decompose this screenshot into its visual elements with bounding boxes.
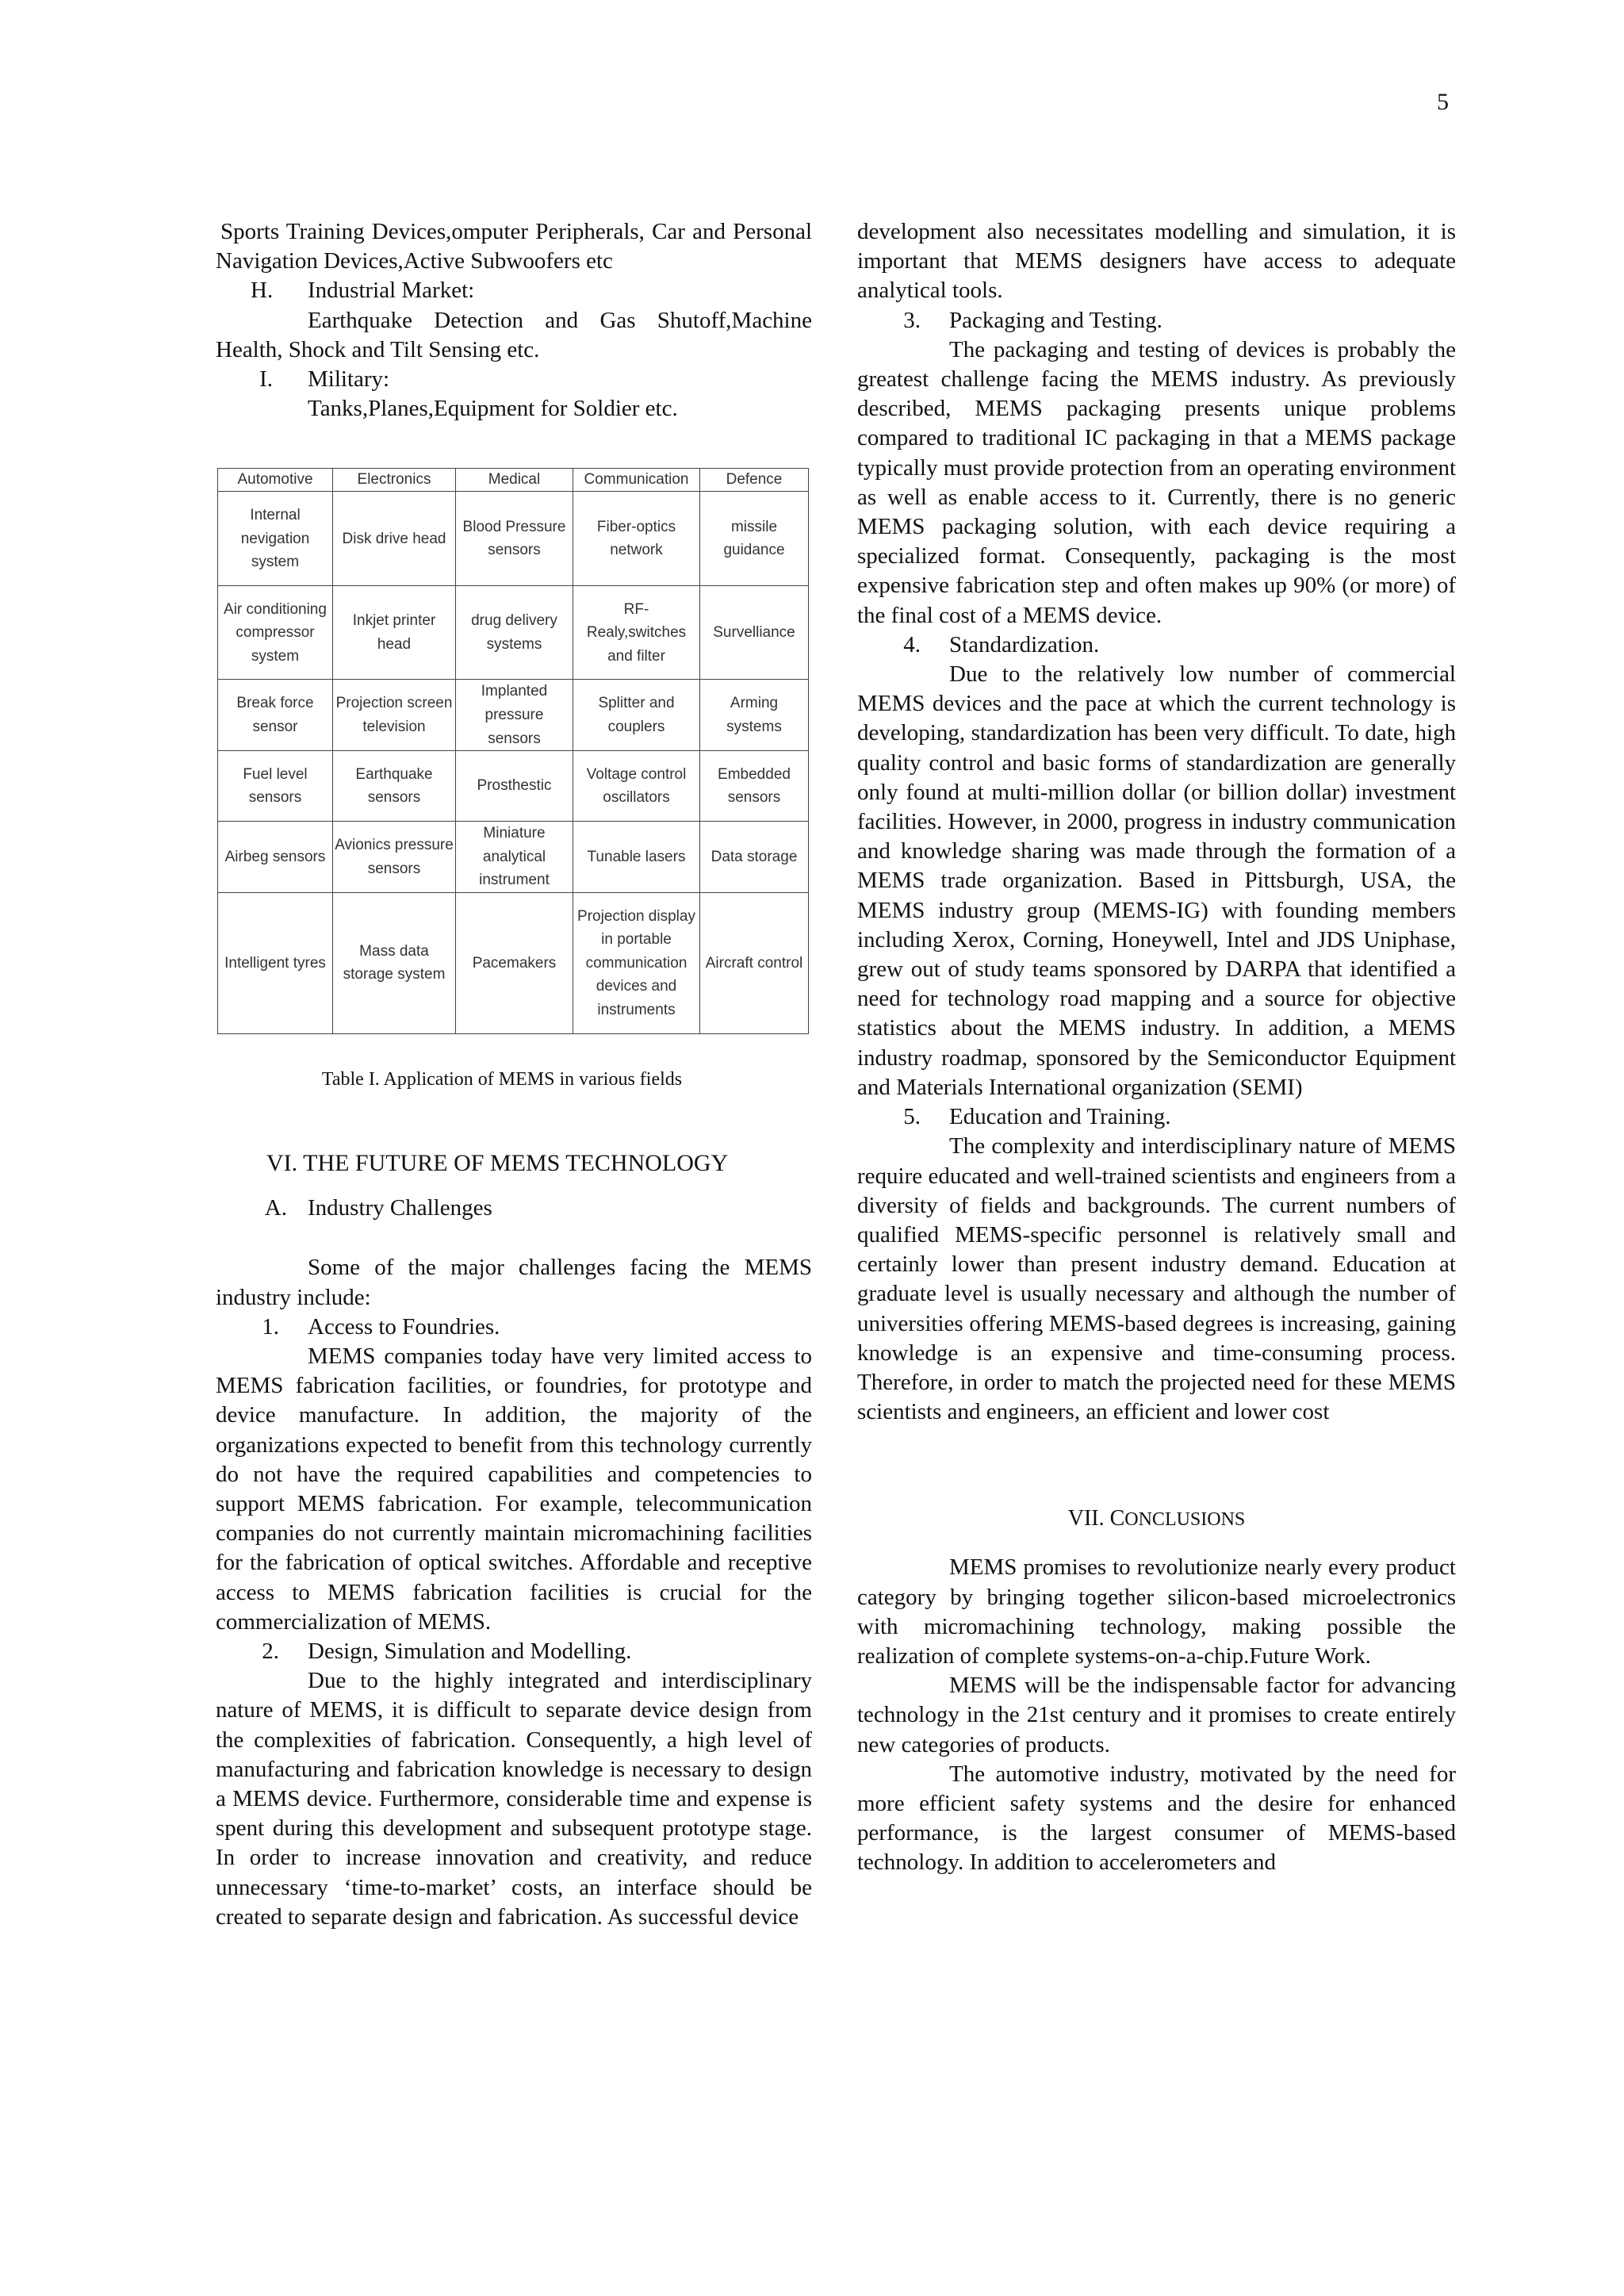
list-label: I.: [259, 366, 273, 393]
table-cell: Break force sensor: [218, 680, 333, 751]
section-heading: VI. THE FUTURE OF MEMS TECHNOLOGY: [266, 1149, 729, 1176]
table-cell: Miniature analytical instrument: [456, 822, 573, 893]
table-row: [218, 586, 809, 680]
list-number: 4.: [903, 631, 921, 657]
conclusions-heading-num: VII. C: [1067, 1506, 1125, 1531]
paragraph-conclusions-3: The automotive industry, motivated by the need for more efficient safety systems and the desire for enhanced performance, is the largest consumer of MEMS-based technology. In addition to accelerometers and: [857, 1761, 1456, 1876]
table-cell: drug delivery systems: [456, 586, 573, 680]
list-item-packaging: [857, 306, 1456, 335]
subsection-heading: [216, 1194, 812, 1223]
paragraph-conclusions-2: MEMS will be the indispensable factor for advancing technology in the 21st century and it promises to create entirely new categories of products.: [857, 1673, 1456, 1757]
table-cell: Internal nevigation system: [218, 492, 333, 586]
table-cell: Intelligent tyres: [218, 892, 333, 1033]
table-cell: Arming systems: [700, 680, 809, 751]
table-cell: Avionics pressure sensors: [333, 822, 456, 893]
list-title: Industrial Market:: [308, 278, 475, 304]
table-header-cell: Automotive: [218, 469, 333, 492]
table-cell: Data storage: [700, 822, 809, 893]
conclusions-heading: [857, 1503, 1456, 1535]
list-item-access-foundries: [216, 1313, 812, 1342]
paragraph-sports-devices: Sports Training Devices,omputer Peripherals, Car and Personal Navigation Devices,Active Subwoofers etc: [216, 219, 812, 274]
table-cell: Inkjet printer head: [333, 586, 456, 680]
table-cell: Survelliance: [700, 586, 809, 680]
list-item-standardization: [857, 631, 1456, 660]
table-header-cell: Communication: [573, 469, 700, 492]
subsection-title: Industry Challenges: [308, 1195, 492, 1221]
paragraph-intro: Some of the major challenges facing the MEMS industry include:: [216, 1255, 812, 1310]
table-header-cell: Electronics: [333, 469, 456, 492]
paragraph-continued: development also necessitates modelling and simulation, it is important that MEMS designers have access to adequate analytical tools.: [857, 219, 1456, 304]
list-item-design-simulation: [216, 1637, 812, 1666]
table-cell: Air conditioning compressor system: [218, 586, 333, 680]
conclusions-heading-rest: ONCLUSIONS: [1124, 1509, 1246, 1531]
list-title: Access to Foundries.: [308, 1313, 500, 1340]
paragraph-education: The complexity and interdisciplinary nature of MEMS require educated and well-trained scientists and engineers from a diversity of fields and backgrounds. The current numbers of qualified MEMS-specific personnel is relatively small and certainly lower than present industry demand. Education at graduate level is usually necessary and although the number of universities offering MEMS-based degrees is increasing, gaining knowledge is an expensive and time-consuming process. Therefore, in order to match the projected need for these MEMS scientists and engineers, an efficient and lower cost: [857, 1133, 1456, 1425]
table-row: [218, 751, 809, 822]
list-title: Packaging and Testing.: [949, 307, 1162, 333]
table-cell: Implanted pressure sensors: [456, 680, 573, 751]
table-row: [218, 492, 809, 586]
list-number: 3.: [903, 307, 921, 333]
table-cell: missile guidance: [700, 492, 809, 586]
paragraph-military: Tanks,Planes,Equipment for Soldier etc.: [308, 396, 678, 422]
page-number: 5: [1437, 89, 1449, 115]
list-label: H.: [251, 278, 274, 304]
list-number: 2.: [262, 1639, 279, 1665]
table-cell: Projection screen television: [333, 680, 456, 751]
list-title: Military:: [308, 366, 390, 393]
subsection-label: A.: [264, 1195, 287, 1221]
table-row: [218, 680, 809, 751]
table-row: [218, 892, 809, 1033]
table-cell: Voltage control oscillators: [573, 751, 700, 822]
table-cell: Projection display in portable communication devices and instruments: [573, 892, 700, 1033]
right-column: [857, 217, 1456, 1878]
table-cell: Splitter and couplers: [573, 680, 700, 751]
table-header-row: [218, 469, 809, 492]
paragraph-design-simulation: Due to the highly integrated and interdisciplinary nature of MEMS, it is difficult to separate device design from the complexities of fabrication. Consequently, a high level of manufacturing and fabrication knowledge is necessary to design a MEMS device. Furthermore, considerable time and expense is spent during this development and subsequent prototype stage. In order to increase innovation and creativity, and reduce unnecessary ‘time-to-market’ costs, an interface should be created to separate design and fabrication. As successful device: [216, 1668, 812, 1930]
left-column: [216, 217, 812, 1932]
list-number: 1.: [262, 1313, 279, 1340]
table-cell: Mass data storage system: [333, 892, 456, 1033]
table-cell: Earthquake sensors: [333, 751, 456, 822]
list-item-military: [216, 365, 812, 394]
list-title: Design, Simulation and Modelling.: [308, 1639, 632, 1665]
list-number: 5.: [903, 1104, 921, 1130]
paragraph-conclusions-1: MEMS promises to revolutionize nearly every product category by bringing together silicon-based microelectronics with micromachining technology, making possible the realization of complete systems-on-a-chip.Future Work.: [857, 1554, 1456, 1669]
table-cell: Aircraft control: [700, 892, 809, 1033]
table-cell: RF-Realy,switches and filter: [573, 586, 700, 680]
table-caption: Table I. Application of MEMS in various fields: [321, 1068, 683, 1090]
paragraph-access-foundries: MEMS companies today have very limited access to MEMS fabrication facilities, or foundries, for prototype and device manufacture. In addition, the majority of the organizations expected to benefit from this technology currently do not have the required capabilities and competencies to support MEMS fabrication. For example, telecommunication companies do not currently maintain micromachining facilities for the fabrication of optical switches. Affordable and receptive access to MEMS fabrication facilities is crucial for the commercialization of MEMS.: [216, 1343, 812, 1635]
paragraph-packaging: The packaging and testing of devices is probably the greatest challenge facing the MEMS industry. As previously described, MEMS packaging presents unique problems compared to traditional IC packaging in that a MEMS package typically must provide protection from an operating environment as well as enable access to it. Currently, there is no generic MEMS packaging solution, with each device requiring a specialized format. Consequently, packaging is the most expensive fabrication step and often makes up 90% (or more) of the final cost of a MEMS device.: [857, 336, 1456, 628]
table-cell: Pacemakers: [456, 892, 573, 1033]
table-header-cell: Medical: [456, 469, 573, 492]
list-title: Standardization.: [949, 631, 1100, 657]
list-title: Education and Training.: [949, 1104, 1171, 1130]
table-row: [218, 822, 809, 893]
table-cell: Airbeg sensors: [218, 822, 333, 893]
table-cell: Prosthestic: [456, 751, 573, 822]
paragraph-industrial: Earthquake Detection and Gas Shutoff,Machine Health, Shock and Tilt Sensing etc.: [216, 307, 812, 362]
list-item-industrial: [216, 276, 812, 305]
table-cell: Fuel level sensors: [218, 751, 333, 822]
table-header-cell: Defence: [700, 469, 809, 492]
paragraph-standardization: Due to the relatively low number of commercial MEMS devices and the pace at which the current technology is developing, standardization has been very difficult. To date, high quality control and basic forms of standardization are generally only found at multi-million dollar (or billion dollar) investment facilities. However, in 2000, progress in industry communication and knowledge sharing was made through the formation of a MEMS trade organization. Based in Pittsburgh, USA, the MEMS industry group (MEMS-IG) with founding members including Xerox, Corning, Honeywell, Intel and JDS Uniphase, grew out of study teams sponsored by DARPA that identified a need for technology road mapping and a source for objective statistics about the MEMS industry. In addition, a MEMS industry roadmap, sponsored by the Semiconductor Equipment and Materials International organization (SEMI): [857, 661, 1456, 1100]
table-cell: Fiber-optics network: [573, 492, 700, 586]
table-cell: Embedded sensors: [700, 751, 809, 822]
list-item-education: [857, 1102, 1456, 1132]
table-cell: Tunable lasers: [573, 822, 700, 893]
table-cell: Blood Pressure sensors: [456, 492, 573, 586]
table-cell: Disk drive head: [333, 492, 456, 586]
mems-applications-table: [217, 468, 809, 1034]
